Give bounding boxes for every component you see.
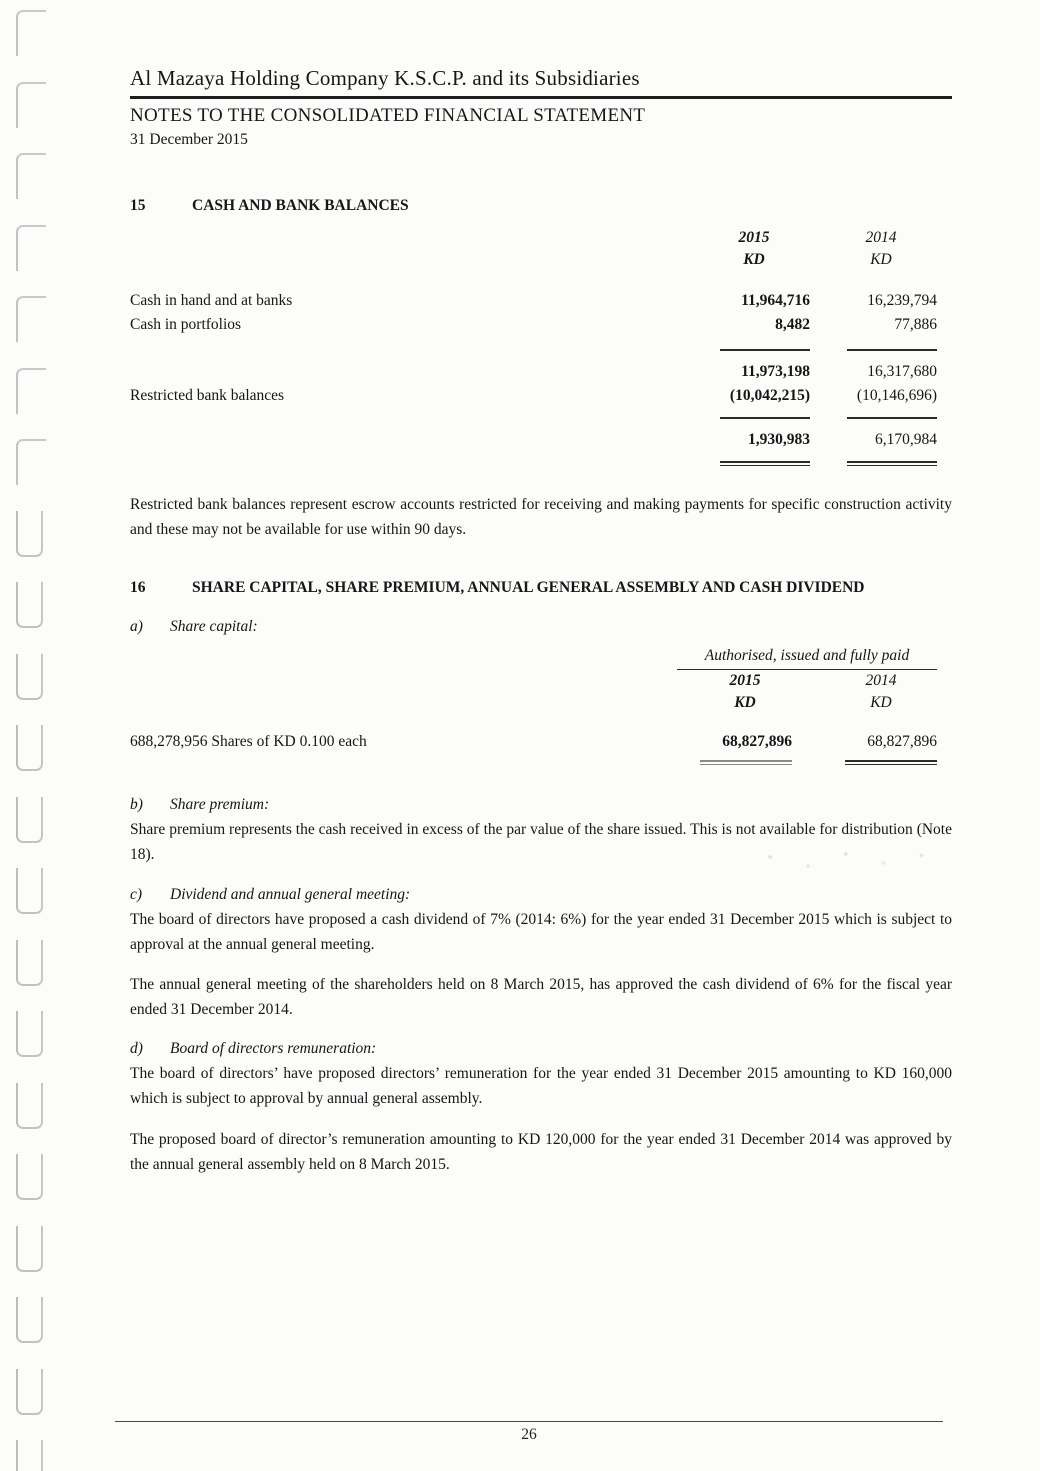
binder-hole-mark [16,1297,43,1343]
page-content [130,66,952,1177]
subsection-b-paragraph: Share premium represents the cash received in excess of the par value of the share issued. This is not available for distribution (Note 18). [130,821,952,863]
row-value-2014: 77,886 [894,316,937,333]
double-rule-row [130,461,952,466]
page-number: 26 [521,1426,537,1443]
row-value-2015: 8,482 [775,316,810,333]
binder-hole-mark [16,1154,43,1200]
binder-hole-mark [16,439,46,485]
company-name: Al Mazaya Holding Company K.S.C.P. and its Subsidiaries [130,66,952,99]
note16-title: SHARE CAPITAL, SHARE PREMIUM, ANNUAL GENERAL ASSEMBLY AND CASH DIVIDEND [192,579,865,596]
row-label: Restricted bank balances [130,387,285,404]
table-header-row [130,670,952,714]
table-row [130,313,952,337]
single-rule [847,417,937,419]
subsection-a-heading [130,615,952,639]
subsection-d-title: Board of directors remuneration: [170,1040,377,1057]
single-rule [847,349,937,351]
subsection-d-label: d) [130,1040,143,1057]
total-2014: 6,170,984 [875,431,937,448]
group-header-row [130,645,952,670]
binder-hole-mark [16,654,43,700]
restricted-2015: (10,042,215) [729,387,810,404]
subtotal-row [130,360,952,384]
rule-row [130,349,952,351]
row-value-2014: 68,827,896 [867,733,937,750]
col-2015-year: 2015 [738,229,770,246]
row-label: Cash in portfolios [130,316,242,333]
document-header [130,66,952,149]
binder-hole-mark [16,153,46,199]
binder-hole-mark [16,940,43,986]
double-rule [845,760,937,765]
binder-hole-mark [16,797,43,843]
col-2014-currency: KD [870,694,892,711]
note15-paragraph: Restricted bank balances represent escrow accounts restricted for receiving and making payments for specific construction activity and these may not be available for use within 90 days. [130,496,952,538]
binder-hole-mark [16,511,43,557]
binder-hole-mark [16,1440,43,1471]
rule-row [130,417,952,419]
subsection-c-heading [130,883,952,907]
statement-title: NOTES TO THE CONSOLIDATED FINANCIAL STATEMENT [130,105,646,126]
col-2014-year: 2014 [865,229,897,246]
row-label: Cash in hand and at banks [130,292,293,309]
subsection-c-title: Dividend and annual general meeting: [170,886,411,903]
subsection-a-label: a) [130,618,143,635]
cash-and-bank-table [130,227,952,466]
table-row [130,289,952,313]
binder-hole-mark [16,868,43,914]
binder-hole-mark [16,296,46,342]
note15-title: CASH AND BANK BALANCES [192,197,409,214]
note16-heading [130,575,952,601]
binder-hole-mark [16,725,43,771]
single-rule [720,349,810,351]
subsection-c-paragraph-2: The annual general meeting of the shareholders held on 8 March 2015, has approved the cash dividend of 6% for the fiscal year ended 31 December 2014. [130,976,952,1018]
subsection-d-heading [130,1037,952,1061]
subsection-a-title: Share capital: [170,618,258,635]
col-2014-year: 2014 [865,672,897,689]
share-capital-row [130,730,952,754]
subsection-b [130,793,952,867]
binder-hole-mark [16,1226,43,1272]
double-rule-row [130,760,952,765]
note15-number: 15 [130,197,146,214]
subsection-c-paragraph: The board of directors have proposed a cash dividend of 7% (2014: 6%) for the year ended 31 December 2015 which is subject to approval at the annual general meeting. [130,911,952,953]
binder-hole-mark [16,582,43,628]
double-rule [847,461,937,466]
group-header: Authorised, issued and fully paid [677,645,937,670]
subsection-d-paragraph-2: The proposed board of director’s remuneration amounting to KD 120,000 for the year ended 31 December 2014 was approved by the annual general assembly held on 8 March 2015. [130,1131,952,1173]
col-2015-year: 2015 [729,672,761,689]
subsection-c-label: c) [130,886,143,903]
statement-date: 31 December 2015 [130,131,248,148]
subtotal-2015: 11,973,198 [741,363,810,380]
row-label: 688,278,956 Shares of KD 0.100 each [130,733,367,750]
note16-number: 16 [130,579,146,596]
double-rule [720,461,810,466]
binder-hole-mark [16,1011,43,1057]
total-2015: 1,930,983 [748,431,810,448]
binder-hole-mark [16,1369,43,1415]
row-value-2015: 68,827,896 [722,733,792,750]
row-value-2015: 11,964,716 [741,292,810,309]
page-footer [115,1421,943,1444]
row-value-2014: 16,239,794 [867,292,937,309]
col-2014-currency: KD [870,251,892,268]
subsection-c [130,883,952,1022]
subsection-b-title: Share premium: [170,796,270,813]
subsection-b-heading [130,793,952,817]
binder-hole-mark [16,1083,43,1129]
col-2015-currency: KD [734,694,756,711]
subsection-b-label: b) [130,796,143,813]
table-header-row [130,227,952,271]
col-2015-currency: KD [743,251,765,268]
single-rule [720,417,810,419]
note15-heading [130,193,952,219]
share-capital-table [130,645,952,765]
subsection-d [130,1037,952,1177]
double-rule [700,760,792,765]
total-row [130,428,952,452]
binder-hole-mark [16,82,46,128]
restricted-row [130,384,952,408]
subsection-d-paragraph: The board of directors’ have proposed directors’ remuneration for the year ended 31 December 2015 amounting to KD 160,000 which is subject to approval by annual general assembly. [130,1065,952,1107]
subtotal-2014: 16,317,680 [867,363,937,380]
binder-hole-mark [16,225,46,271]
binder-hole-mark [16,368,46,414]
binder-hole-mark [16,10,46,56]
binder-holes-strip [0,0,60,1471]
restricted-2014: (10,146,696) [856,387,937,404]
